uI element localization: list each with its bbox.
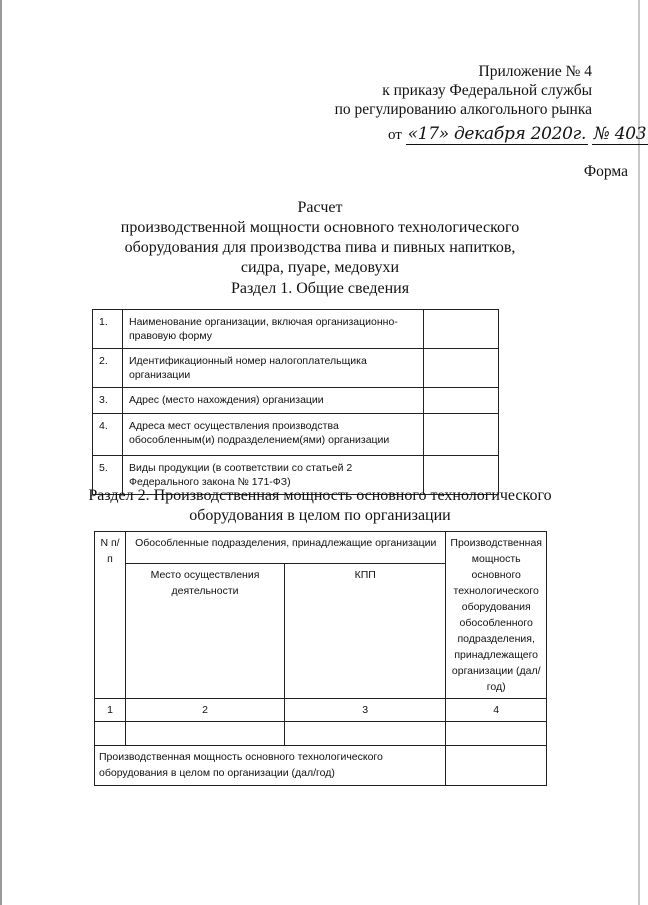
value-cell[interactable] <box>424 388 499 414</box>
handwritten-date: «17» декабря 2020г. <box>407 124 587 144</box>
total-label: Производственная мощность основного технологического оборудования в целом по организации (дал/год) <box>95 746 446 786</box>
row-number: 4. <box>93 414 123 456</box>
row-label: Адреса мест осуществления производства обособленным(и) подразделением(ями) организации <box>123 414 424 456</box>
row-number: 1. <box>93 310 123 349</box>
row-label: Адрес (место нахождения) организации <box>123 388 424 414</box>
section2-heading <box>0 486 640 526</box>
col-kpp-header: КПП <box>285 563 446 698</box>
col-group-header: Обособленные подразделения, принадлежащие организации <box>126 532 446 564</box>
table-row <box>93 310 499 349</box>
order-date-prefix: от <box>388 127 402 143</box>
value-cell[interactable] <box>424 414 499 456</box>
row-number: 5. <box>93 456 123 495</box>
row-number: 2. <box>93 349 123 388</box>
title-line: Расчет <box>297 199 343 216</box>
row-label: Наименование организации, включая организационно-правовую форму <box>123 310 424 349</box>
row-label: Идентификационный номер налогоплательщика организации <box>123 349 424 388</box>
form-label: Форма <box>583 163 628 180</box>
column-number: 3 <box>285 699 446 722</box>
title-line: производственной мощности основного технологического <box>120 219 520 236</box>
table-row <box>95 722 547 746</box>
title-line: оборудования для производства пива и пивных напитков, <box>124 239 516 256</box>
data-cell[interactable] <box>285 722 446 746</box>
capacity-table <box>94 531 547 786</box>
appendix-line: Приложение № 4 <box>478 63 592 80</box>
section1-heading: Раздел 1. Общие сведения <box>230 280 410 297</box>
section2-heading-line: Раздел 2. Производственная мощность основного технологического <box>88 487 552 504</box>
order-date-line <box>388 124 648 144</box>
table-row <box>93 349 499 388</box>
row-label: Виды продукции (в соответствии со статьей 2 Федерального закона № 171-ФЗ) <box>123 456 424 495</box>
col-n-header: N п/п <box>95 532 126 699</box>
column-number-row <box>95 699 547 722</box>
col-place-header: Место осуществления деятельности <box>126 563 285 698</box>
column-number: 4 <box>446 699 547 722</box>
header-row <box>95 532 547 564</box>
data-cell[interactable] <box>95 722 126 746</box>
data-cell[interactable] <box>446 722 547 746</box>
appendix-block <box>335 62 592 119</box>
column-number: 1 <box>95 699 126 722</box>
title-line: сидра, пуаре, медовухи <box>240 259 400 276</box>
general-info-table <box>92 309 499 495</box>
table-row <box>93 388 499 414</box>
column-number: 2 <box>126 699 285 722</box>
table-row <box>93 414 499 456</box>
appendix-line: по регулированию алкогольного рынка <box>334 101 592 118</box>
total-row <box>95 746 547 786</box>
col-capacity-header: Производственная мощность основного технологического оборудования обособленного подразделения, принадлежащего организации (дал/год) <box>446 532 547 699</box>
data-cell[interactable] <box>126 722 285 746</box>
value-cell[interactable] <box>424 349 499 388</box>
document-title <box>0 198 640 278</box>
appendix-line: к приказу Федеральной службы <box>382 82 592 99</box>
section2-heading-line: оборудования в целом по организации <box>189 507 451 524</box>
page-edge-left <box>0 0 2 905</box>
total-value-cell[interactable] <box>446 746 547 786</box>
row-number: 3. <box>93 388 123 414</box>
value-cell[interactable] <box>424 310 499 349</box>
handwritten-order-number: № 403 <box>593 124 647 144</box>
